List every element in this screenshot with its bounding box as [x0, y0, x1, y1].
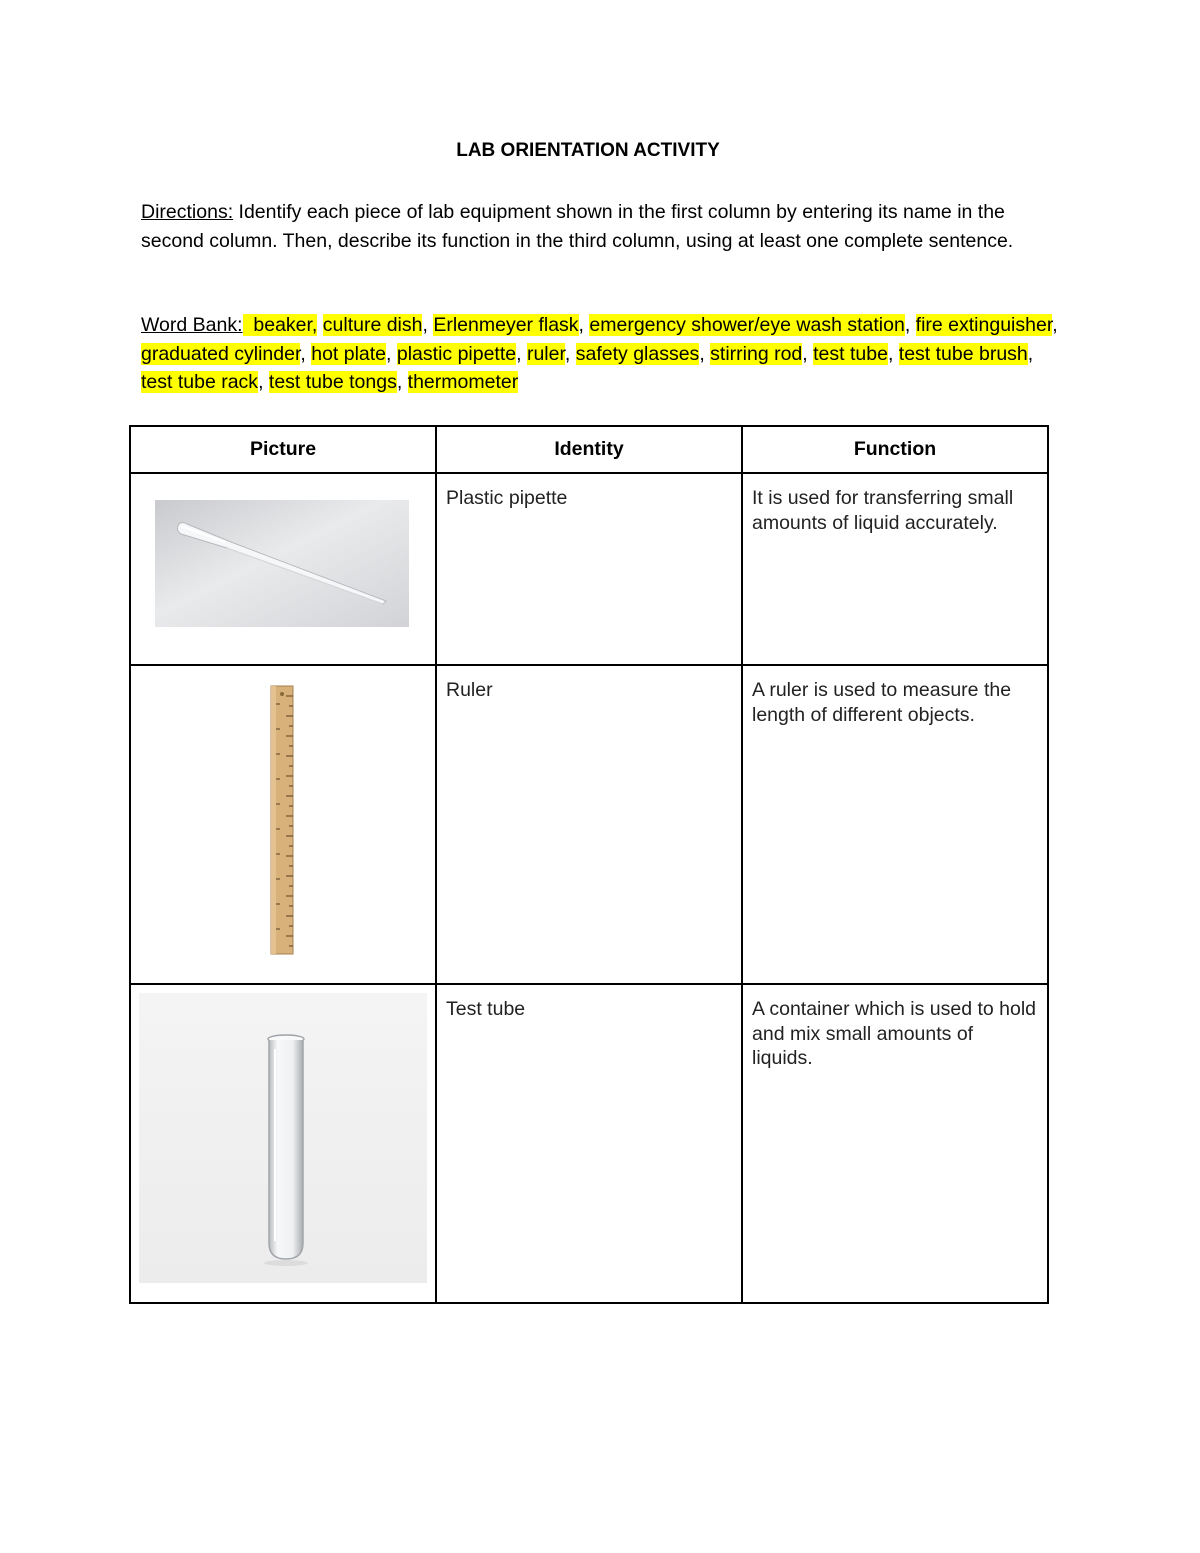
word-bank-item: fire extinguisher [915, 314, 1053, 336]
word-bank-paragraph: Word Bank: beaker, culture dish, Erlenmeyer flask, emergency shower/eye wash station, fire extinguisher, graduated cylinder, hot plate, plastic pipette, ruler, safety glasses, stirring rod, test tube, test tube brush, test tube rack, test tube tongs, thermometer [141, 314, 1058, 393]
header-picture: Picture [130, 426, 436, 473]
word-bank-item: test tube brush [898, 342, 1028, 365]
word-bank-item: hot plate [311, 342, 387, 365]
word-bank-item: plastic pipette [396, 342, 517, 365]
word-bank-item: Erlenmeyer flask [433, 314, 579, 336]
word-bank-item: test tube [813, 342, 888, 365]
word-bank-item: emergency shower/eye wash station [589, 314, 905, 336]
word-bank-item: beaker, [253, 314, 318, 336]
page-title: LAB ORIENTATION ACTIVITY [456, 140, 720, 161]
function-cell: A ruler is used to measure the length of different objects. [742, 665, 1048, 984]
ruler-photo [269, 684, 297, 956]
word-bank-item: safety glasses [575, 342, 700, 365]
picture-cell [130, 473, 436, 665]
word-bank-item: ruler [526, 342, 565, 365]
word-bank-item: culture dish [322, 314, 423, 336]
word-bank-item: test tube rack [141, 371, 259, 393]
function-cell: A container which is used to hold and mix small amounts of liquids. [742, 984, 1048, 1303]
header-identity: Identity [436, 426, 742, 473]
picture-cell [130, 665, 436, 984]
header-function: Function [742, 426, 1048, 473]
word-bank-item: graduated cylinder [141, 342, 301, 365]
plastic-pipette-photo [155, 500, 409, 627]
identity-cell: Plastic pipette [436, 473, 742, 665]
word-bank-item: test tube tongs [268, 371, 397, 393]
test-tube-photo [139, 993, 427, 1283]
word-bank-label: Word Bank: [141, 314, 243, 336]
table-row [130, 665, 1048, 984]
table-row [130, 473, 1048, 665]
directions-text: Identify each piece of lab equipment shown in the first column by entering its name in the second column. Then, describe its function in the third column, using at least one complete sentence. [141, 201, 1014, 252]
word-bank-item: stirring rod [710, 342, 803, 365]
identity-cell: Ruler [436, 665, 742, 984]
word-bank-item: thermometer [407, 371, 519, 393]
directions-paragraph [141, 198, 1061, 255]
identity-cell: Test tube [436, 984, 742, 1303]
function-cell: It is used for transferring small amounts of liquid accurately. [742, 473, 1048, 665]
directions-label: Directions: [141, 201, 234, 223]
equipment-table [129, 425, 1049, 1304]
picture-cell [130, 984, 436, 1303]
table-header-row [130, 426, 1048, 473]
table-row [130, 984, 1048, 1303]
